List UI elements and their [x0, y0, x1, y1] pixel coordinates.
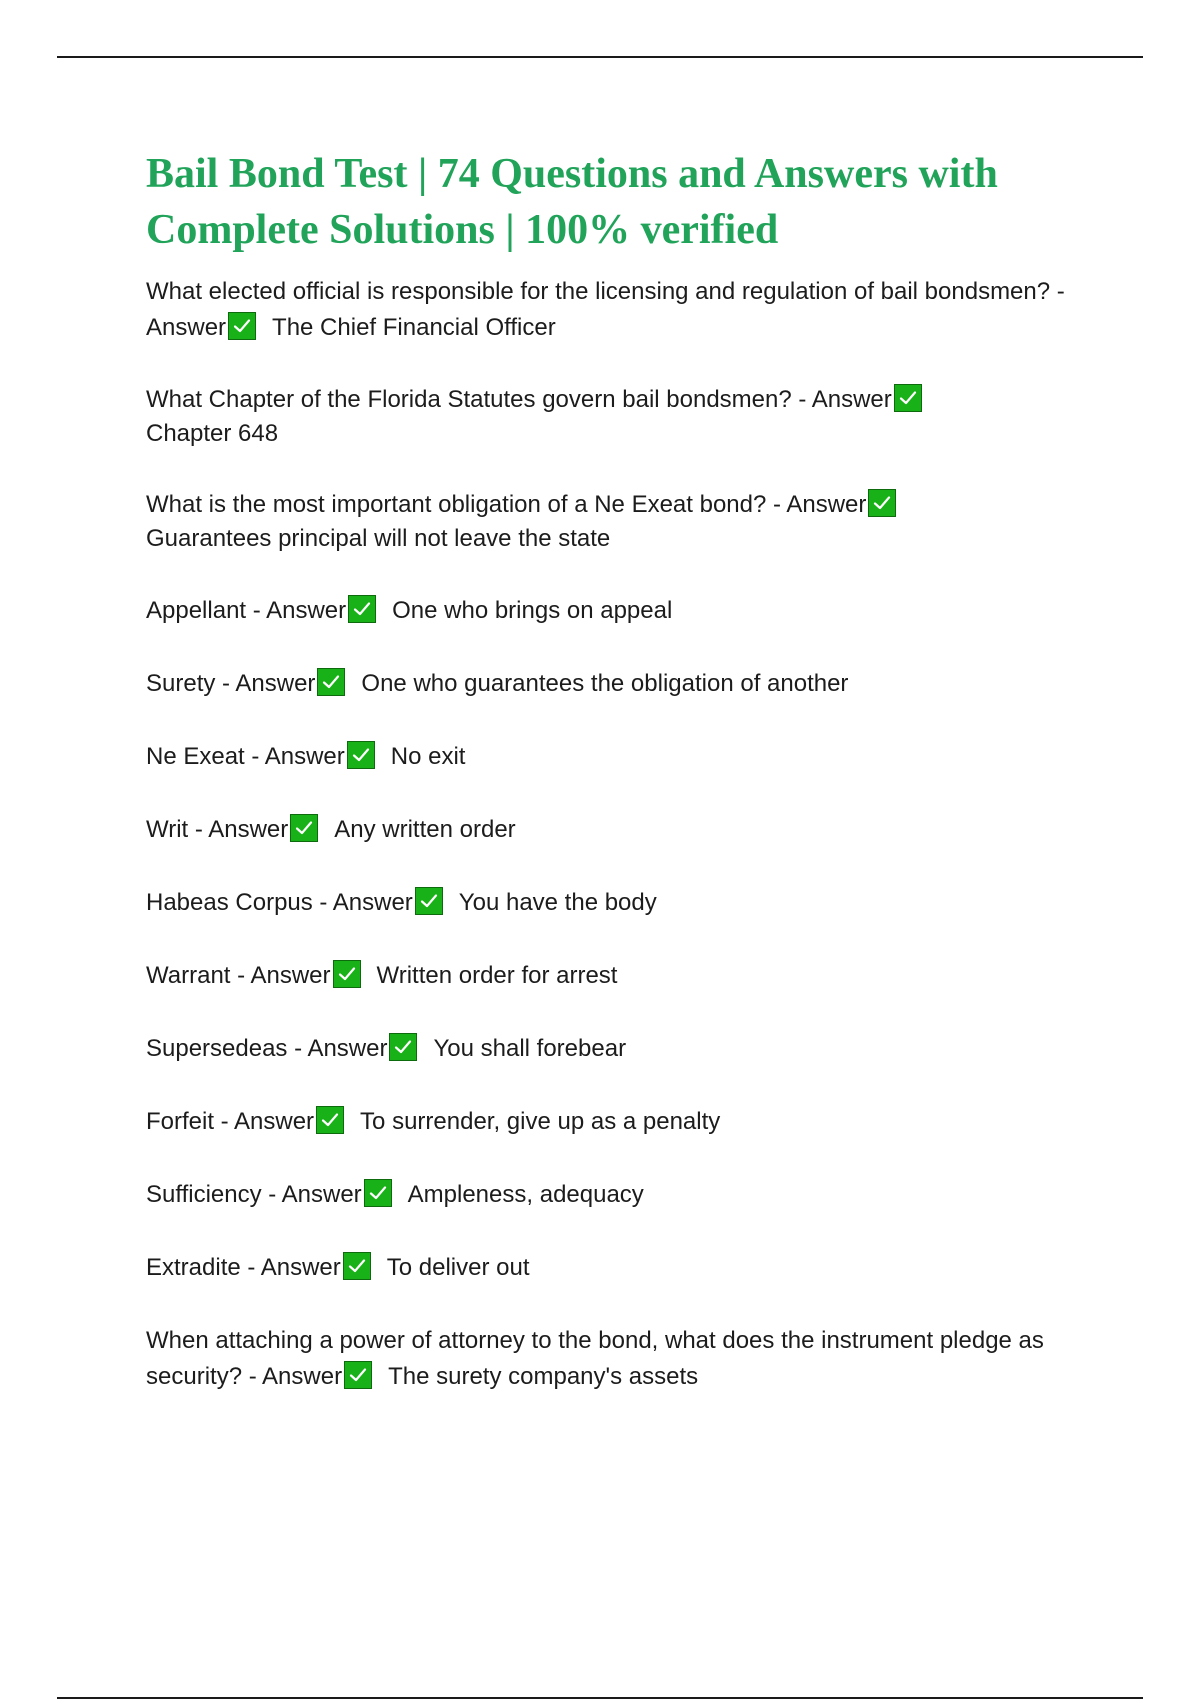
qa-item — [146, 812, 1066, 848]
answer-text: Any written order — [334, 816, 516, 843]
question-text: Ne Exeat — [146, 743, 245, 770]
answer-label: - Answer — [188, 816, 289, 843]
qa-item — [146, 958, 1066, 994]
answer-label: - Answer — [766, 491, 867, 518]
answer-label: - Answer — [246, 597, 347, 624]
answer-label: - Answer — [240, 1254, 341, 1281]
answer-label: - Answer — [261, 1181, 362, 1208]
document-body — [146, 146, 1066, 1432]
check-box-icon — [389, 1033, 417, 1061]
answer-text: The Chief Financial Officer — [272, 314, 556, 341]
qa-item — [146, 1177, 1066, 1213]
question-text: Sufficiency — [146, 1181, 262, 1208]
bottom-rule — [57, 1697, 1143, 1699]
check-box-icon — [415, 887, 443, 915]
question-text: Forfeit — [146, 1108, 215, 1135]
answer-text: Chapter 648 — [146, 420, 279, 447]
question-text: What Chapter of the Florida Statutes govern bail bondsmen? — [146, 386, 792, 413]
check-box-icon — [290, 814, 318, 842]
question-text: Habeas Corpus — [146, 889, 313, 916]
qa-item — [146, 739, 1066, 775]
answer-text: One who brings on appeal — [392, 597, 673, 624]
qa-item — [146, 1323, 1066, 1395]
answer-text: To surrender, give up as a penalty — [360, 1108, 721, 1135]
answer-label: - Answer — [244, 743, 345, 770]
answer-text: Ampleness, adequacy — [407, 1181, 644, 1208]
qa-item — [146, 488, 1066, 556]
answer-label: - Answer — [230, 962, 331, 989]
answer-label: - Answer — [214, 1108, 315, 1135]
question-text: Surety — [146, 670, 216, 697]
answer-text: To deliver out — [386, 1254, 530, 1281]
answer-label: - Answer — [242, 1363, 343, 1390]
check-box-icon — [333, 960, 361, 988]
question-text: Appellant — [146, 597, 247, 624]
check-box-icon — [228, 312, 256, 340]
answer-text: Guarantees principal will not leave the state — [146, 525, 611, 552]
answer-text: The surety company's assets — [388, 1363, 699, 1390]
check-box-icon — [316, 1106, 344, 1134]
qa-item — [146, 885, 1066, 921]
answer-label: - Answer — [791, 386, 892, 413]
answer-label: - Answer — [312, 889, 413, 916]
check-box-icon — [344, 1361, 372, 1389]
question-text: What is the most important obligation of a Ne Exeat bond? — [146, 491, 767, 518]
qa-item — [146, 1104, 1066, 1140]
check-box-icon — [343, 1252, 371, 1280]
check-box-icon — [347, 741, 375, 769]
question-text: What elected official is responsible for the licensing and regulation of bail bondsmen? — [146, 278, 1051, 305]
question-text: Supersedeas — [146, 1035, 288, 1062]
question-text: Writ — [146, 816, 189, 843]
top-rule — [57, 56, 1143, 58]
qa-item — [146, 383, 1066, 451]
answer-text: No exit — [390, 743, 466, 770]
question-text: Warrant — [146, 962, 231, 989]
qa-item — [146, 593, 1066, 629]
answer-text: You shall forebear — [433, 1035, 627, 1062]
answer-label: - Answer — [215, 670, 316, 697]
answer-text: You have the body — [458, 889, 657, 916]
check-box-icon — [364, 1179, 392, 1207]
check-box-icon — [317, 668, 345, 696]
check-box-icon — [348, 595, 376, 623]
document-title: Bail Bond Test | 74 Questions and Answers with Complete Solutions | 100% verified — [146, 151, 998, 253]
qa-item — [146, 1031, 1066, 1067]
answer-text: Written order for arrest — [376, 962, 618, 989]
qa-item — [146, 1250, 1066, 1286]
qa-item — [146, 666, 1066, 702]
check-box-icon — [894, 384, 922, 412]
answer-label: - Answer — [146, 278, 1065, 341]
answer-label: - Answer — [287, 1035, 388, 1062]
question-text: Extradite — [146, 1254, 241, 1281]
answer-text: One who guarantees the obligation of another — [361, 670, 849, 697]
question-text: When attaching a power of attorney to the bond, what does the instrument pledge as security? — [146, 1327, 1044, 1390]
qa-item — [146, 274, 1066, 346]
check-box-icon — [868, 489, 896, 517]
qa-list — [146, 274, 1066, 1395]
